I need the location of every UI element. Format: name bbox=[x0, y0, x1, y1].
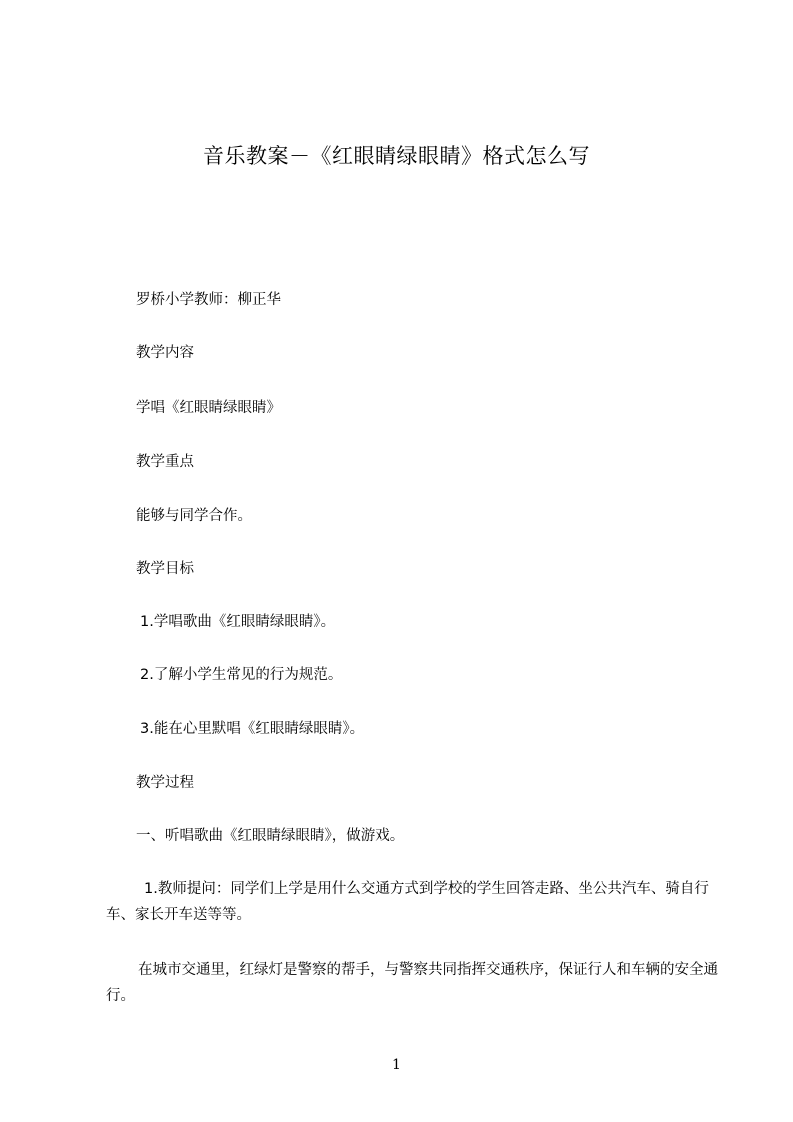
process-heading: 教学过程 bbox=[136, 775, 194, 791]
traffic-paragraph-text: 在城市交通里，红绿灯是警察的帮手，与警察共同指挥交通秩序，保证行人和车辆的安全通行。 bbox=[106, 962, 718, 1004]
traffic-paragraph bbox=[106, 957, 726, 1009]
teacher-line: 罗桥小学教师：柳正华 bbox=[136, 292, 281, 308]
goal-item-1: 1.学唱歌曲《红眼睛绿眼睛》。 bbox=[140, 614, 336, 630]
page-number: 1 bbox=[392, 1057, 401, 1073]
content-line: 学唱《红眼睛绿眼睛》 bbox=[136, 400, 281, 416]
question-paragraph-text: 1.教师提问：同学们上学是用什么交通方式到学校的学生回答走路、坐公共汽车、骑自行车、家长开车送等等。 bbox=[106, 881, 709, 923]
goal-item-3: 3.能在心里默唱《红眼睛绿眼睛》。 bbox=[140, 721, 365, 737]
focus-line: 能够与同学合作。 bbox=[136, 508, 252, 524]
document-title: 音乐教案－《红眼睛绿眼睛》格式怎么写 bbox=[203, 144, 590, 168]
focus-heading: 教学重点 bbox=[136, 454, 194, 470]
question-paragraph bbox=[106, 876, 726, 928]
goal-item-2: 2.了解小学生常见的行为规范。 bbox=[140, 667, 343, 683]
goals-heading: 教学目标 bbox=[136, 561, 194, 577]
process-step-1: 一、听唱歌曲《红眼睛绿眼睛》，做游戏。 bbox=[136, 828, 405, 844]
content-heading: 教学内容 bbox=[136, 345, 194, 361]
